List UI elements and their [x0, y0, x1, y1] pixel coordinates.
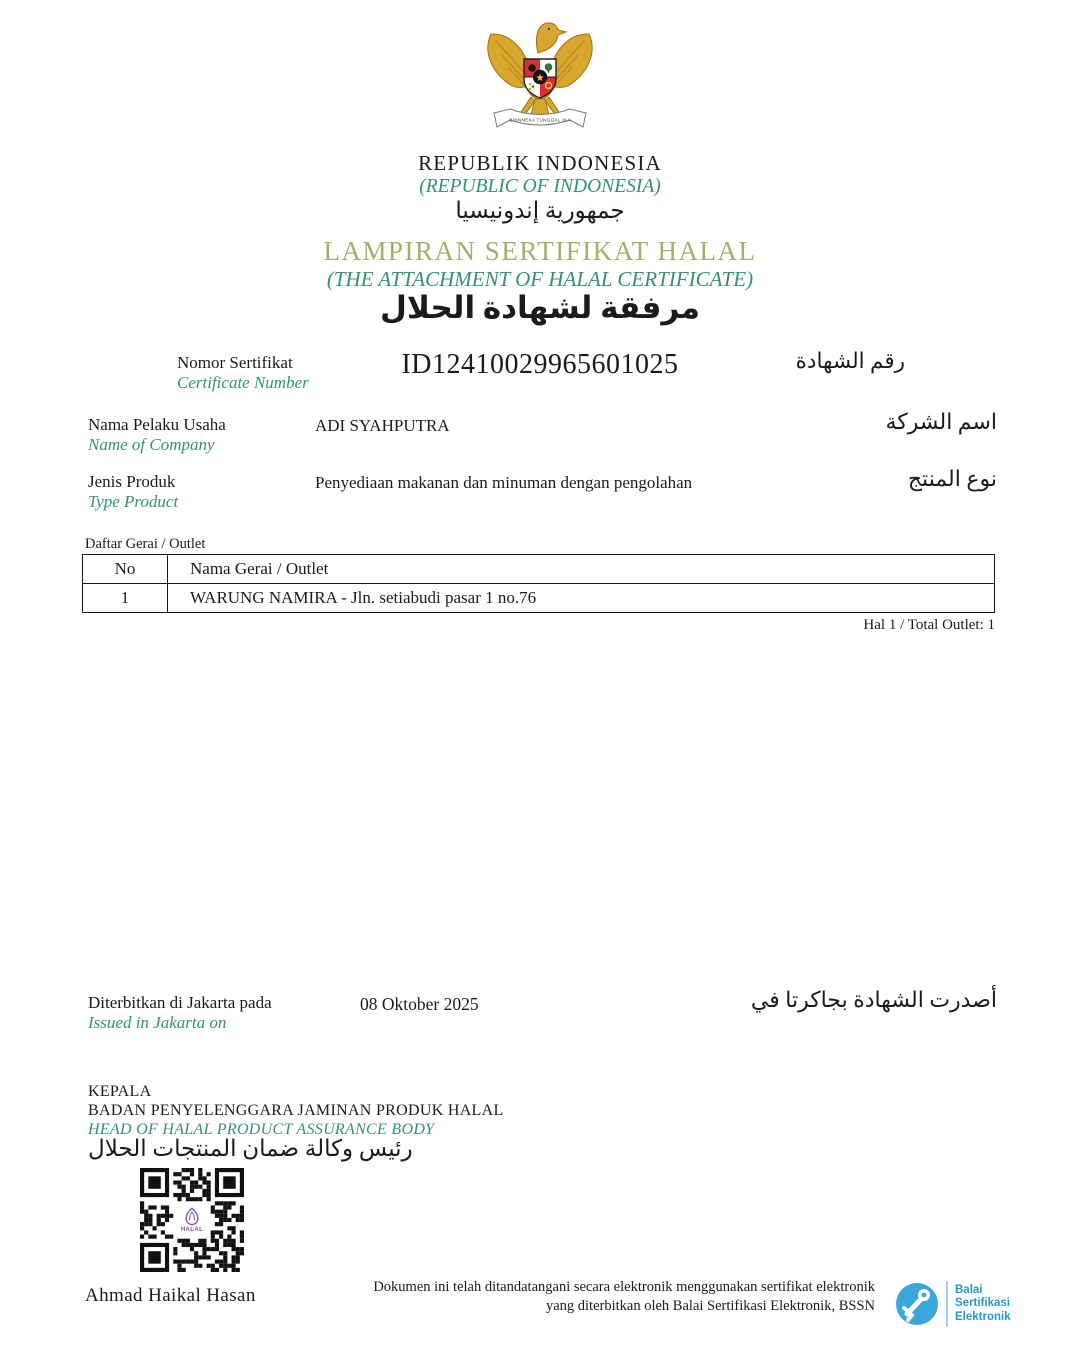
country-title-ar: جمهورية إندونيسيا [455, 198, 625, 223]
company-name-value: ADI SYAHPUTRA [315, 416, 450, 435]
bse-logo-divider [946, 1281, 948, 1327]
issued-label-id: Diterbitkan di Jakarta pada [88, 993, 272, 1012]
signatory-title-ar: رئيس وكالة ضمان المنتجات الحلال [88, 1136, 413, 1161]
outlet-table [82, 554, 995, 613]
certificate-number-label-en: Certificate Number [177, 373, 309, 392]
document-title: LAMPIRAN SERTIFIKAT HALAL [323, 236, 757, 266]
issued-label-en: Issued in Jakarta on [88, 1013, 227, 1032]
garuda-pancasila-emblem [480, 14, 600, 146]
company-name-label-ar: اسم الشركة [885, 409, 997, 434]
document-title-en: (THE ATTACHMENT OF HALAL CERTIFICATE) [326, 267, 754, 291]
disclaimer-line1: Dokumen ini telah ditandatangani secara elektronik menggunakan sertifikat elektronik [373, 1279, 875, 1295]
halal-logo-label: HALAL [180, 1227, 204, 1233]
product-type-label-en: Type Product [88, 492, 179, 511]
outlet-row-name: WARUNG NAMIRA - Jln. setiabudi pasar 1 no.76 [168, 584, 995, 613]
bse-logo-text [955, 1284, 1011, 1325]
signatory-title-line1: KEPALA [88, 1083, 152, 1100]
table-row [83, 584, 995, 613]
outlet-table-page-total: Hal 1 / Total Outlet: 1 [863, 617, 995, 633]
shield-star-icon: ★ [535, 72, 545, 84]
signatory-name: Ahmad Haikal Hasan [85, 1285, 256, 1306]
company-name-label-en: Name of Company [88, 435, 215, 454]
product-type-label-id: Jenis Produk [88, 472, 176, 491]
certificate-number-label-id: Nomor Sertifikat [177, 353, 293, 372]
product-type-label-ar: نوع المنتج [907, 466, 997, 491]
issued-label-ar: أصدرت الشهادة بجاكرتا في [750, 987, 997, 1012]
outlet-col-no: No [83, 555, 168, 584]
qr-code [140, 1168, 244, 1272]
issued-date: 08 Oktober 2025 [360, 994, 479, 1014]
country-title: REPUBLIK INDONESIA [418, 151, 662, 175]
product-type-value: Penyediaan makanan dan minuman dengan pengolahan [315, 473, 693, 492]
disclaimer-line2: yang diterbitkan oleh Balai Sertifikasi Elektronik, BSSN [545, 1298, 875, 1314]
bse-key-icon [895, 1282, 939, 1326]
country-title-en: (REPUBLIC OF INDONESIA) [419, 176, 661, 197]
certificate-number-value: ID12410029965601025 [401, 349, 679, 380]
halal-indonesia-logo [174, 1202, 210, 1238]
outlet-col-name: Nama Gerai / Outlet [168, 555, 995, 584]
electronic-signature-disclaimer [315, 1278, 875, 1316]
halal-gunungan-icon [182, 1207, 202, 1227]
outlet-row-no: 1 [83, 584, 168, 613]
bse-logo [895, 1281, 1011, 1327]
outlet-table-caption: Daftar Gerai / Outlet [85, 536, 206, 552]
company-name-label-id: Nama Pelaku Usaha [88, 415, 226, 434]
company-name-label [88, 415, 226, 455]
bse-name-line3: Elektronik [955, 1310, 1011, 1323]
signatory-title-line2: BADAN PENYELENGGARA JAMINAN PRODUK HALAL [88, 1102, 504, 1119]
signatory-title-en: HEAD OF HALAL PRODUCT ASSURANCE BODY [88, 1121, 435, 1138]
garuda-emblem-svg [480, 14, 600, 146]
issued-label [88, 993, 272, 1033]
emblem-motto-text: BHINNEKA TUNGGAL IKA [509, 117, 571, 123]
certificate-number-label-ar: رقم الشهادة [795, 349, 905, 373]
bse-name-line2: Sertifikasi [955, 1297, 1010, 1310]
bse-name-line1: Balai [955, 1283, 983, 1296]
product-type-label [88, 472, 178, 512]
document-title-ar: مرفقة لشهادة الحلال [380, 290, 700, 325]
outlet-table-header-row [83, 555, 995, 584]
